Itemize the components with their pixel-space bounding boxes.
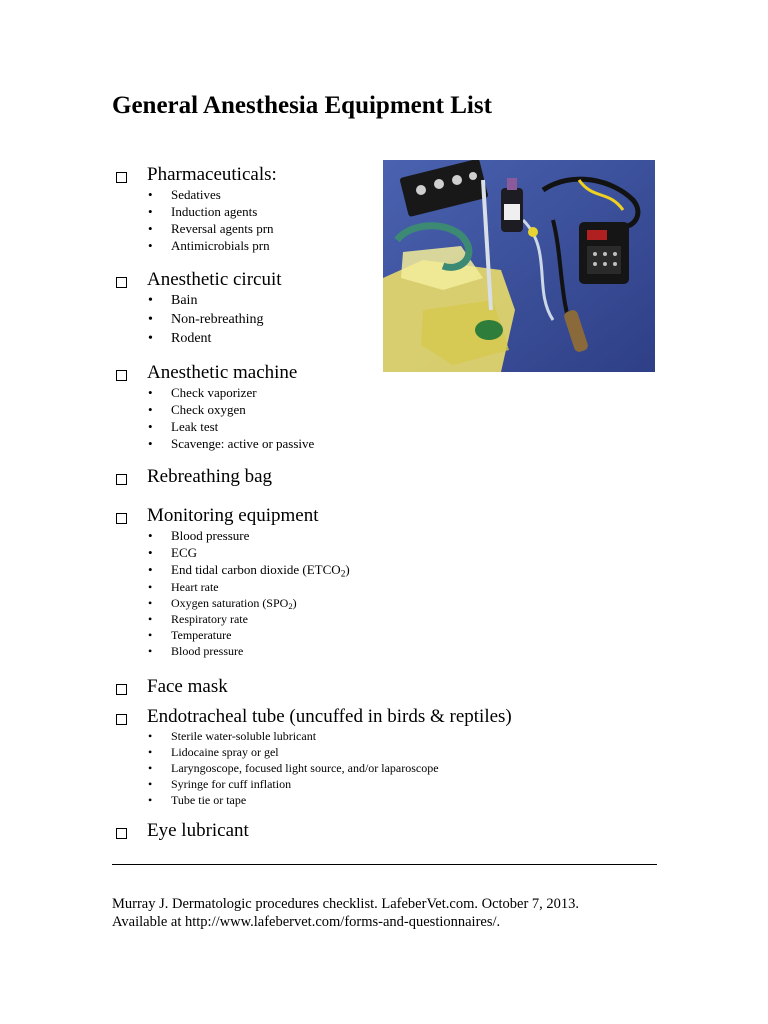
section-label: Anesthetic machine [147,362,298,383]
close-paren: ) [292,595,297,610]
list-item: • Sedatives [116,186,656,203]
list-item: • Sterile water-soluble lubricant [116,728,656,744]
list-item [116,561,656,578]
checkbox-anesthetic-circuit[interactable] [116,277,127,288]
checkbox-pharmaceuticals[interactable] [116,172,127,183]
list-item: • Antimicrobials prn [116,237,656,254]
section-label: Endotracheal tube (uncuffed in birds & reptiles) [147,706,512,727]
section-label: Pharmaceuticals: [147,164,277,185]
list-item: • Syringe for cuff inflation [116,776,656,792]
equipment-photo [383,160,655,372]
list-item: • Blood pressure [116,643,656,659]
list-item: • Leak test [116,418,656,435]
list-item: • Bain [116,291,656,310]
section-label: Face mask [147,676,228,697]
list-item: • Check oxygen [116,401,656,418]
section-label: Anesthetic circuit [147,269,282,290]
page-title: General Anesthesia Equipment List [112,92,492,119]
close-paren: ) [345,562,350,578]
section-endotracheal-tube [116,706,656,808]
checkbox-anesthetic-machine[interactable] [116,370,127,381]
list-item: • Reversal agents prn [116,220,656,237]
item-list [116,728,656,808]
list-item: • Blood pressure [116,527,656,544]
section-label: Eye lubricant [147,820,249,841]
item-text: End tidal carbon dioxide (ETCO [171,562,341,578]
divider [112,864,657,865]
section-monitoring-equipment [116,505,656,659]
checkbox-endotracheal-tube[interactable] [116,714,127,725]
section-label: Rebreathing bag [147,466,273,487]
list-item [116,595,656,611]
list-item: • Non-rebreathing [116,310,656,329]
list-item: • Rodent [116,329,656,348]
subscript: 2 [340,569,346,580]
list-item: • Laryngoscope, focused light source, and/or laparoscope [116,760,656,776]
checkbox-monitoring-equipment[interactable] [116,513,127,524]
list-item: • Respiratory rate [116,611,656,627]
citation-line-1: Murray J. Dermatologic procedures checklist. LafeberVet.com. October 7, 2013. [112,896,580,912]
subscript: 2 [288,600,293,611]
section-face-mask [116,676,656,698]
list-item: • Check vaporizer [116,384,656,401]
section-anesthetic-machine [116,362,656,452]
section-label: Monitoring equipment [147,505,319,526]
item-list [116,384,656,452]
list-item: • Lidocaine spray or gel [116,744,656,760]
section-eye-lubricant [116,820,656,842]
list-item: • ECG [116,544,656,561]
citation-line-2: Available at http://www.lafebervet.com/forms-and-questionnaires/. [112,914,501,930]
checkbox-face-mask[interactable] [116,684,127,695]
list-item: • Tube tie or tape [116,792,656,808]
list-item: • Induction agents [116,203,656,220]
list-item: • Heart rate [116,579,656,595]
item-text: Oxygen saturation (SPO [171,595,289,610]
list-item: • Temperature [116,627,656,643]
checkbox-rebreathing-bag[interactable] [116,474,127,485]
item-list [116,527,656,659]
section-rebreathing-bag [116,466,656,488]
citation [112,895,579,931]
list-item: • Scavenge: active or passive [116,435,656,452]
checkbox-eye-lubricant[interactable] [116,828,127,839]
